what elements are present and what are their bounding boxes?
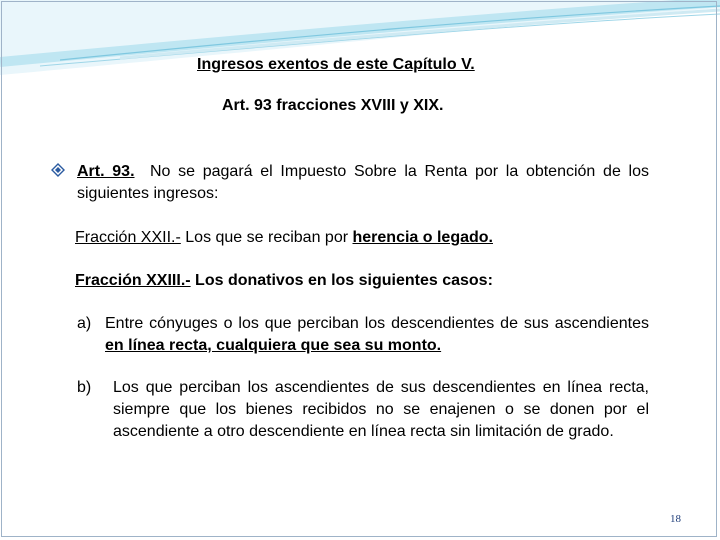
item-a-text: Entre cónyuges o los que perciban los descendientes de sus ascendientes [105, 315, 649, 332]
item-a-paragraph [105, 313, 649, 357]
item-a-marker: a) [77, 315, 92, 332]
slide-subtitle: Art. 93 fracciones XVIII y XIX. [222, 97, 444, 114]
diamond-bullet-icon [51, 163, 65, 177]
art-93-text: No se pagará el Impuesto Sobre la Renta por la obtención de los siguientes ingresos: [77, 163, 650, 202]
page-number: 18 [670, 513, 681, 525]
fraccion-xxiii-label: Fracción XXIII.- [75, 272, 191, 289]
item-a-emphasis: en línea recta, cualquiera que sea su monto. [105, 337, 442, 354]
fraccion-xxii [75, 227, 493, 249]
item-b-paragraph: Los que perciban los ascendientes de sus descendientes en línea recta, siempre que los bienes recibidos no se enajenen o se donen por el ascendiente a otro descendiente en línea recta sin limitación de grado. [113, 379, 649, 440]
art-93-paragraph [77, 161, 649, 205]
fraccion-xxii-text: Los que se reciban por [185, 229, 349, 246]
fraccion-xxii-emphasis: herencia o legado. [352, 229, 493, 246]
item-b-marker: b) [77, 379, 92, 396]
art-93-label: Art. 93. [77, 163, 135, 180]
fraccion-xxii-label: Fracción XXII.- [75, 229, 181, 246]
fraccion-xxiii [75, 270, 493, 292]
slide-frame [1, 1, 717, 537]
fraccion-xxiii-text: Los donativos en los siguientes casos: [195, 272, 493, 289]
slide-title: Ingresos exentos de este Capítulo V. [197, 56, 475, 73]
